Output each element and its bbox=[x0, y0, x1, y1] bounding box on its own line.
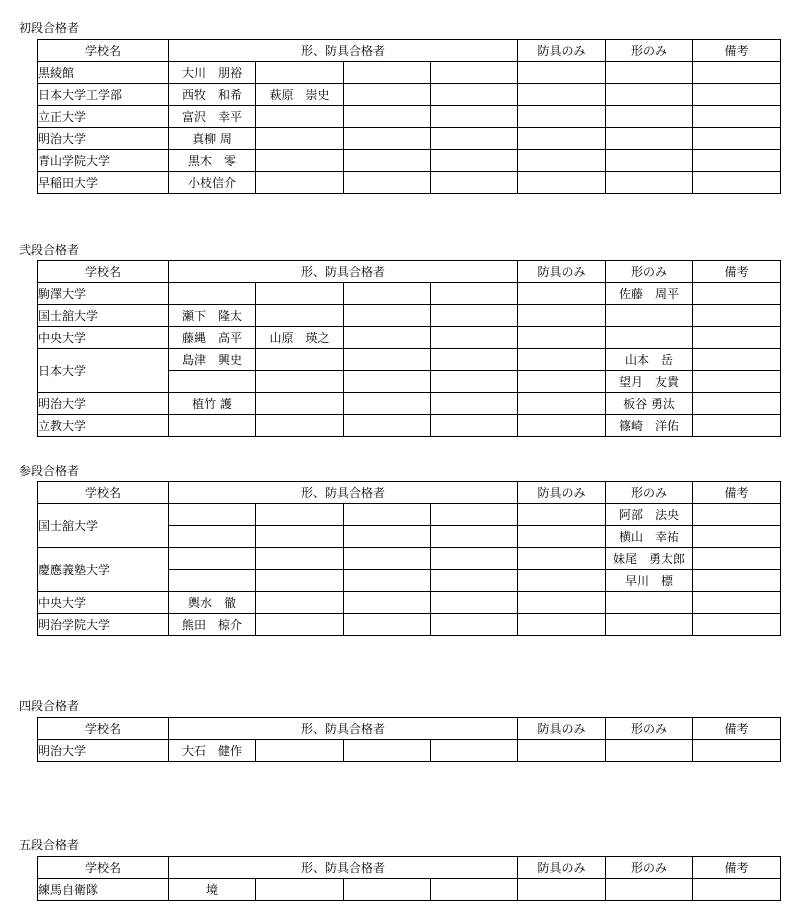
kata-only-cell: 早川 標 bbox=[606, 570, 693, 592]
kata-bougu-cell bbox=[431, 283, 518, 305]
bougu-only-cell bbox=[518, 393, 606, 415]
kata-bougu-cell: 熊田 椋介 bbox=[169, 614, 256, 636]
kata-bougu-cell bbox=[344, 592, 431, 614]
kata-only-cell bbox=[606, 740, 693, 762]
kata-bougu-cell bbox=[256, 128, 344, 150]
kata-bougu-cell bbox=[431, 614, 518, 636]
section-title-godan: 五段合格者 bbox=[19, 838, 80, 852]
section-title-nidan: 弐段合格者 bbox=[19, 243, 80, 257]
kata-bougu-cell: 西牧 和希 bbox=[169, 84, 256, 106]
kata-bougu-cell bbox=[431, 740, 518, 762]
header-bougu-only: 防具のみ bbox=[518, 718, 606, 740]
header-notes: 備考 bbox=[693, 718, 781, 740]
kata-bougu-cell: 真柳 周 bbox=[169, 128, 256, 150]
kata-bougu-cell bbox=[344, 415, 431, 437]
kata-bougu-cell bbox=[344, 393, 431, 415]
kata-only-cell: 山本 岳 bbox=[606, 349, 693, 371]
kata-bougu-cell bbox=[431, 305, 518, 327]
kata-bougu-cell bbox=[431, 526, 518, 548]
kata-bougu-cell bbox=[169, 283, 256, 305]
header-kata-only: 形のみ bbox=[606, 482, 693, 504]
kata-bougu-cell bbox=[256, 150, 344, 172]
school-cell: 中央大学 bbox=[38, 592, 169, 614]
kata-only-cell bbox=[606, 305, 693, 327]
table-row bbox=[38, 592, 781, 614]
kata-only-cell bbox=[606, 614, 693, 636]
kata-bougu-cell bbox=[344, 526, 431, 548]
bougu-only-cell bbox=[518, 740, 606, 762]
header-notes: 備考 bbox=[693, 40, 781, 62]
header-bougu-only: 防具のみ bbox=[518, 482, 606, 504]
notes-cell bbox=[693, 371, 781, 393]
kata-bougu-cell bbox=[256, 740, 344, 762]
kata-bougu-cell bbox=[431, 150, 518, 172]
school-cell: 日本大学 bbox=[38, 349, 169, 393]
kata-bougu-cell: 小枝信介 bbox=[169, 172, 256, 194]
kata-bougu-cell: 黒木 零 bbox=[169, 150, 256, 172]
kata-bougu-cell bbox=[256, 371, 344, 393]
table-row bbox=[38, 327, 781, 349]
section-title-shodan: 初段合格者 bbox=[19, 21, 80, 35]
notes-cell bbox=[693, 504, 781, 526]
kata-bougu-cell bbox=[256, 106, 344, 128]
school-cell: 明治大学 bbox=[38, 740, 169, 762]
notes-cell bbox=[693, 592, 781, 614]
kata-only-cell bbox=[606, 150, 693, 172]
notes-cell bbox=[693, 526, 781, 548]
school-cell: 日本大学工学部 bbox=[38, 84, 169, 106]
notes-cell bbox=[693, 614, 781, 636]
kata-only-cell: 篠崎 洋佑 bbox=[606, 415, 693, 437]
table-row bbox=[38, 283, 781, 305]
kata-bougu-cell bbox=[344, 106, 431, 128]
bougu-only-cell bbox=[518, 128, 606, 150]
school-cell: 練馬自衛隊 bbox=[38, 879, 169, 901]
table-row bbox=[38, 740, 781, 762]
bougu-only-cell bbox=[518, 879, 606, 901]
bougu-only-cell bbox=[518, 526, 606, 548]
kata-only-cell bbox=[606, 327, 693, 349]
notes-cell bbox=[693, 106, 781, 128]
kata-bougu-cell bbox=[431, 393, 518, 415]
table-row bbox=[38, 614, 781, 636]
section-title-yondan: 四段合格者 bbox=[19, 699, 80, 713]
table-row bbox=[38, 172, 781, 194]
notes-cell bbox=[693, 740, 781, 762]
table-nidan bbox=[37, 260, 781, 437]
table-row bbox=[38, 62, 781, 84]
kata-bougu-cell bbox=[169, 548, 256, 570]
table-header-row bbox=[38, 261, 781, 283]
kata-bougu-cell: 瀬下 隆太 bbox=[169, 305, 256, 327]
kata-only-cell: 佐藤 周平 bbox=[606, 283, 693, 305]
kata-bougu-cell bbox=[344, 283, 431, 305]
kata-bougu-cell: 島津 興史 bbox=[169, 349, 256, 371]
header-bougu-only: 防具のみ bbox=[518, 40, 606, 62]
notes-cell bbox=[693, 393, 781, 415]
kata-bougu-cell bbox=[256, 879, 344, 901]
kata-bougu-cell bbox=[344, 84, 431, 106]
header-school: 学校名 bbox=[38, 40, 169, 62]
kata-bougu-cell: 山原 瑛之 bbox=[256, 327, 344, 349]
kata-bougu-cell bbox=[256, 415, 344, 437]
header-kata-only: 形のみ bbox=[606, 261, 693, 283]
kata-only-cell bbox=[606, 128, 693, 150]
kata-bougu-cell bbox=[344, 128, 431, 150]
notes-cell bbox=[693, 172, 781, 194]
kata-bougu-cell bbox=[344, 614, 431, 636]
kata-bougu-cell bbox=[431, 172, 518, 194]
kata-only-cell: 板谷 勇汰 bbox=[606, 393, 693, 415]
kata-bougu-cell: 植竹 護 bbox=[169, 393, 256, 415]
bougu-only-cell bbox=[518, 150, 606, 172]
header-notes: 備考 bbox=[693, 857, 781, 879]
kata-bougu-cell bbox=[169, 570, 256, 592]
table-row bbox=[38, 106, 781, 128]
kata-bougu-cell bbox=[431, 62, 518, 84]
kata-bougu-cell bbox=[431, 84, 518, 106]
kata-bougu-cell: 大石 健作 bbox=[169, 740, 256, 762]
school-cell: 立教大学 bbox=[38, 415, 169, 437]
notes-cell bbox=[693, 62, 781, 84]
bougu-only-cell bbox=[518, 614, 606, 636]
kata-only-cell: 望月 友貴 bbox=[606, 371, 693, 393]
bougu-only-cell bbox=[518, 570, 606, 592]
table-row bbox=[38, 504, 781, 526]
bougu-only-cell bbox=[518, 415, 606, 437]
header-kata-only: 形のみ bbox=[606, 718, 693, 740]
bougu-only-cell bbox=[518, 62, 606, 84]
table-header-row bbox=[38, 718, 781, 740]
bougu-only-cell bbox=[518, 106, 606, 128]
kata-only-cell bbox=[606, 879, 693, 901]
kata-bougu-cell bbox=[431, 592, 518, 614]
table-header-row bbox=[38, 40, 781, 62]
table-header-row bbox=[38, 857, 781, 879]
school-cell: 立正大学 bbox=[38, 106, 169, 128]
bougu-only-cell bbox=[518, 305, 606, 327]
kata-only-cell bbox=[606, 106, 693, 128]
kata-bougu-cell bbox=[344, 570, 431, 592]
header-kata-only: 形のみ bbox=[606, 857, 693, 879]
school-cell: 駒澤大学 bbox=[38, 283, 169, 305]
header-bougu-only: 防具のみ bbox=[518, 857, 606, 879]
kata-bougu-cell bbox=[344, 305, 431, 327]
table-row bbox=[38, 84, 781, 106]
school-cell: 明治学院大学 bbox=[38, 614, 169, 636]
header-kata-bougu: 形、防具合格者 bbox=[169, 40, 518, 62]
school-cell: 慶應義塾大学 bbox=[38, 548, 169, 592]
kata-bougu-cell bbox=[431, 371, 518, 393]
kata-bougu-cell bbox=[431, 106, 518, 128]
bougu-only-cell bbox=[518, 371, 606, 393]
kata-bougu-cell bbox=[344, 349, 431, 371]
kata-only-cell bbox=[606, 84, 693, 106]
bougu-only-cell bbox=[518, 172, 606, 194]
bougu-only-cell bbox=[518, 548, 606, 570]
kata-bougu-cell bbox=[169, 415, 256, 437]
kata-bougu-cell bbox=[169, 504, 256, 526]
header-kata-bougu: 形、防具合格者 bbox=[169, 857, 518, 879]
kata-bougu-cell: 萩原 崇史 bbox=[256, 84, 344, 106]
header-school: 学校名 bbox=[38, 718, 169, 740]
kata-only-cell bbox=[606, 592, 693, 614]
bougu-only-cell bbox=[518, 504, 606, 526]
kata-bougu-cell bbox=[256, 305, 344, 327]
kata-only-cell bbox=[606, 172, 693, 194]
table-row bbox=[38, 128, 781, 150]
kata-bougu-cell: 藤縄 高平 bbox=[169, 327, 256, 349]
header-bougu-only: 防具のみ bbox=[518, 261, 606, 283]
kata-bougu-cell bbox=[431, 879, 518, 901]
kata-bougu-cell bbox=[256, 504, 344, 526]
table-row bbox=[38, 393, 781, 415]
table-row bbox=[38, 349, 781, 371]
kata-bougu-cell bbox=[256, 548, 344, 570]
school-cell: 国士舘大学 bbox=[38, 305, 169, 327]
bougu-only-cell bbox=[518, 349, 606, 371]
kata-bougu-cell: 輿水 徹 bbox=[169, 592, 256, 614]
table-row bbox=[38, 150, 781, 172]
kata-bougu-cell bbox=[431, 128, 518, 150]
kata-only-cell: 妹尾 勇太郎 bbox=[606, 548, 693, 570]
kata-bougu-cell bbox=[431, 327, 518, 349]
notes-cell bbox=[693, 349, 781, 371]
kata-bougu-cell bbox=[256, 283, 344, 305]
bougu-only-cell bbox=[518, 592, 606, 614]
notes-cell bbox=[693, 879, 781, 901]
notes-cell bbox=[693, 150, 781, 172]
kata-bougu-cell bbox=[256, 172, 344, 194]
notes-cell bbox=[693, 128, 781, 150]
kata-bougu-cell bbox=[256, 570, 344, 592]
school-cell: 明治大学 bbox=[38, 393, 169, 415]
kata-bougu-cell: 富沢 幸平 bbox=[169, 106, 256, 128]
header-kata-bougu: 形、防具合格者 bbox=[169, 261, 518, 283]
kata-bougu-cell bbox=[431, 349, 518, 371]
notes-cell bbox=[693, 84, 781, 106]
kata-bougu-cell bbox=[256, 526, 344, 548]
table-row bbox=[38, 879, 781, 901]
kata-bougu-cell bbox=[431, 548, 518, 570]
table-row bbox=[38, 415, 781, 437]
header-school: 学校名 bbox=[38, 857, 169, 879]
kata-bougu-cell bbox=[344, 150, 431, 172]
table-row bbox=[38, 305, 781, 327]
notes-cell bbox=[693, 305, 781, 327]
header-notes: 備考 bbox=[693, 482, 781, 504]
kata-bougu-cell bbox=[431, 504, 518, 526]
kata-bougu-cell bbox=[256, 393, 344, 415]
kata-bougu-cell bbox=[344, 879, 431, 901]
notes-cell bbox=[693, 327, 781, 349]
school-cell: 明治大学 bbox=[38, 128, 169, 150]
kata-bougu-cell bbox=[344, 327, 431, 349]
kata-bougu-cell bbox=[169, 371, 256, 393]
table-shodan bbox=[37, 39, 781, 194]
kata-bougu-cell bbox=[169, 526, 256, 548]
kata-bougu-cell: 大川 朋裕 bbox=[169, 62, 256, 84]
kata-bougu-cell: 境 bbox=[169, 879, 256, 901]
school-cell: 青山学院大学 bbox=[38, 150, 169, 172]
table-yondan bbox=[37, 717, 781, 762]
header-school: 学校名 bbox=[38, 482, 169, 504]
school-cell: 早稲田大学 bbox=[38, 172, 169, 194]
kata-only-cell: 横山 幸祐 bbox=[606, 526, 693, 548]
bougu-only-cell bbox=[518, 327, 606, 349]
notes-cell bbox=[693, 570, 781, 592]
kata-bougu-cell bbox=[344, 172, 431, 194]
table-sandan bbox=[37, 481, 781, 636]
table-godan bbox=[37, 856, 781, 901]
kata-bougu-cell bbox=[256, 349, 344, 371]
kata-bougu-cell bbox=[256, 614, 344, 636]
header-kata-bougu: 形、防具合格者 bbox=[169, 482, 518, 504]
header-kata-only: 形のみ bbox=[606, 40, 693, 62]
kata-bougu-cell bbox=[256, 62, 344, 84]
section-title-sandan: 参段合格者 bbox=[19, 464, 80, 478]
bougu-only-cell bbox=[518, 84, 606, 106]
header-school: 学校名 bbox=[38, 261, 169, 283]
table-row bbox=[38, 548, 781, 570]
kata-bougu-cell bbox=[344, 62, 431, 84]
header-notes: 備考 bbox=[693, 261, 781, 283]
bougu-only-cell bbox=[518, 283, 606, 305]
kata-only-cell: 阿部 法央 bbox=[606, 504, 693, 526]
kata-bougu-cell bbox=[431, 570, 518, 592]
notes-cell bbox=[693, 548, 781, 570]
kata-bougu-cell bbox=[344, 740, 431, 762]
school-cell: 国士舘大学 bbox=[38, 504, 169, 548]
kata-bougu-cell bbox=[431, 415, 518, 437]
table-header-row bbox=[38, 482, 781, 504]
notes-cell bbox=[693, 415, 781, 437]
kata-only-cell bbox=[606, 62, 693, 84]
header-kata-bougu: 形、防具合格者 bbox=[169, 718, 518, 740]
kata-bougu-cell bbox=[344, 504, 431, 526]
school-cell: 黒綾館 bbox=[38, 62, 169, 84]
kata-bougu-cell bbox=[344, 371, 431, 393]
kata-bougu-cell bbox=[256, 592, 344, 614]
kata-bougu-cell bbox=[344, 548, 431, 570]
school-cell: 中央大学 bbox=[38, 327, 169, 349]
notes-cell bbox=[693, 283, 781, 305]
